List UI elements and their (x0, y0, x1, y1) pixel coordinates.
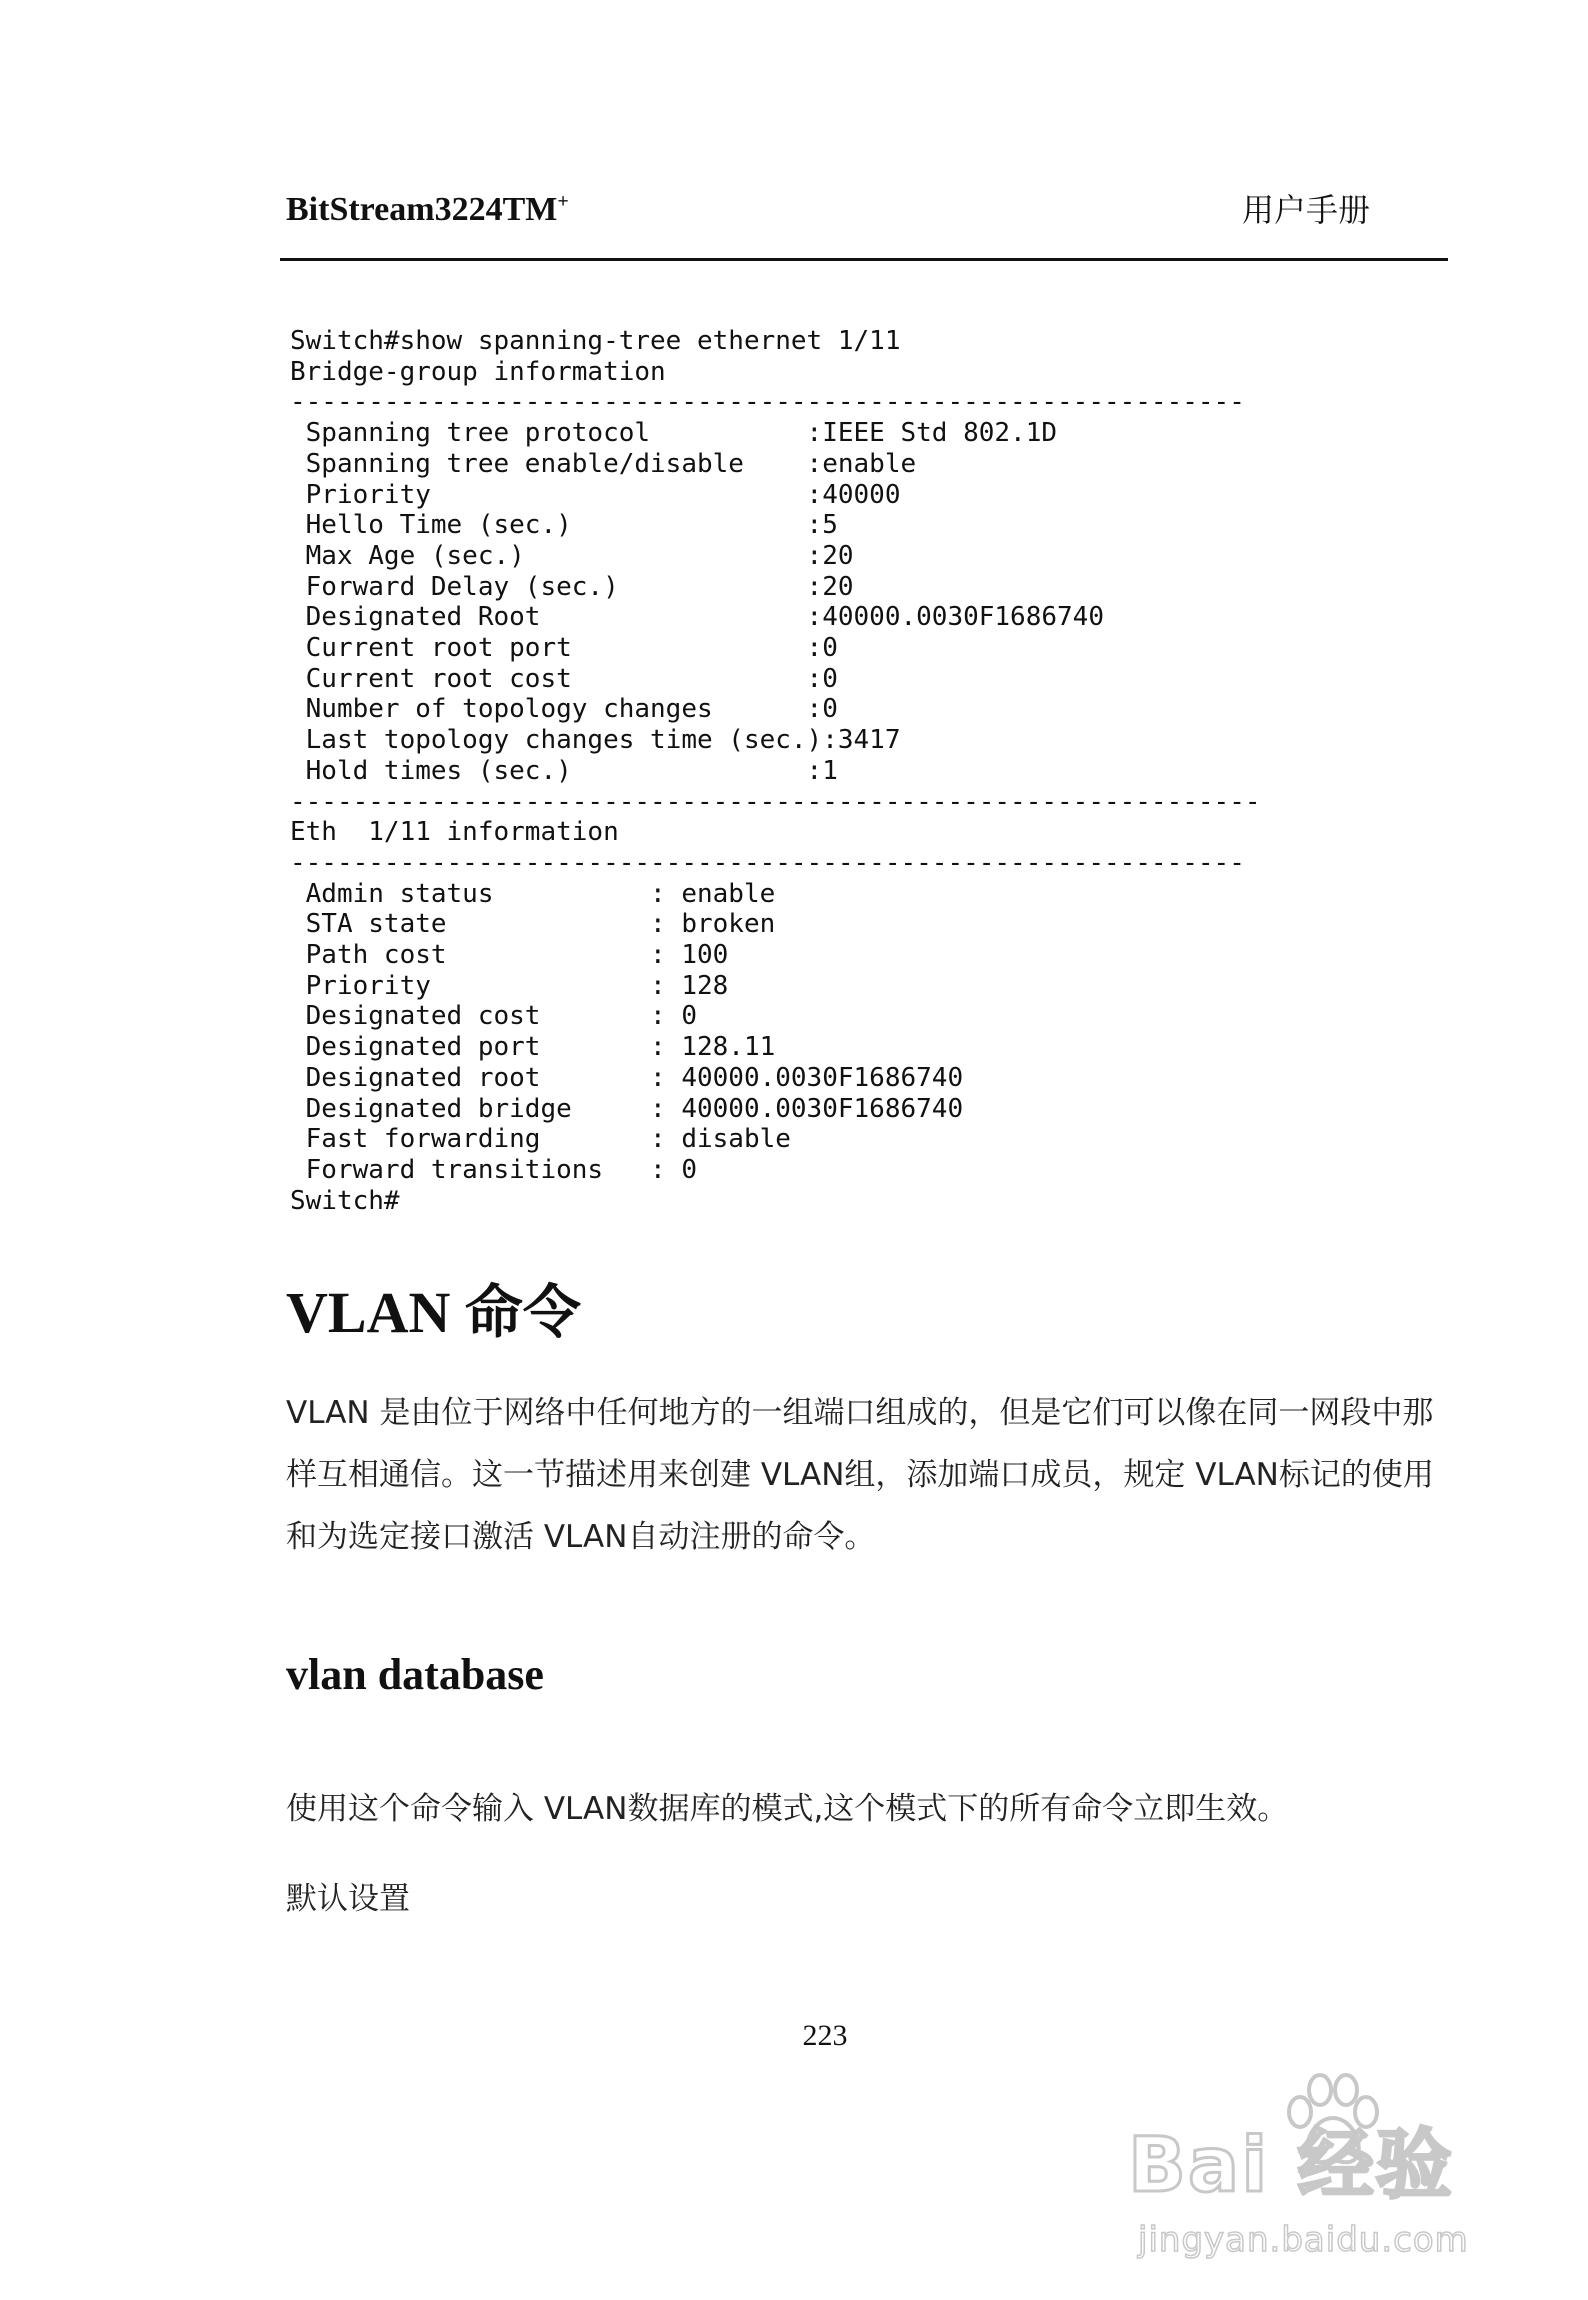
terminal-line: Forward Delay (sec.) :20 (290, 571, 854, 602)
page-number: 223 (802, 2019, 848, 2052)
command-description: 使用这个命令输入 VLAN数据库的模式,这个模式下的所有命令立即生效。 (286, 1791, 1289, 1827)
header-rule (280, 258, 1448, 261)
terminal-line: Current root port :0 (290, 633, 838, 664)
terminal-output (290, 326, 1261, 1216)
section-title: VLAN 命令 (286, 1280, 581, 1345)
section-intro-paragraph: VLAN 是由位于网络中任何地方的一组端口组成的，但是它们可以像在同一网段中那样互相通信。这一节描述用来创建 VLAN组，添加端口成员，规定 VLAN标记的使用和为选定接口激活 VLAN自动注册的命令。 (286, 1395, 1434, 1555)
terminal-line: Number of topology changes :0 (290, 694, 838, 725)
watermark-url: jingyan.baidu.com (1138, 2220, 1469, 2260)
product-name: BitStream3224TM+ (286, 190, 569, 228)
terminal-line: Hold times (sec.) :1 (290, 755, 838, 786)
terminal-line: Admin status : enable (290, 878, 776, 909)
terminal-line: Eth 1/11 information (290, 817, 619, 848)
terminal-line: Priority : 128 (290, 970, 729, 1001)
terminal-line: Designated bridge : 40000.0030F1686740 (290, 1093, 964, 1124)
terminal-line: Path cost : 100 (290, 940, 729, 971)
terminal-line: Bridge-group information (290, 356, 666, 387)
terminal-line: Switch# (290, 1185, 400, 1216)
watermark-brand: Bai 经验 (1128, 2120, 1454, 2209)
baidu-jingyan-watermark (1128, 2060, 1508, 2270)
terminal-line: Designated root : 40000.0030F1686740 (290, 1062, 964, 1093)
terminal-line: Designated Root :40000.0030F1686740 (290, 602, 1104, 633)
terminal-line: Last topology changes time (sec.):3417 (290, 725, 901, 756)
page-header (280, 188, 1370, 238)
terminal-line: ------------------------------------------------------------- (290, 387, 1245, 418)
terminal-line: Designated port : 128.11 (290, 1032, 776, 1063)
terminal-line: Designated cost : 0 (290, 1001, 697, 1032)
default-setting-label: 默认设置 (286, 1881, 410, 1917)
terminal-line: Spanning tree enable/disable :enable (290, 448, 917, 479)
terminal-line: Fast forwarding : disable (290, 1124, 791, 1155)
terminal-line: -------------------------------------------------------------- (290, 786, 1261, 817)
manual-title: 用户手册 (1241, 191, 1370, 229)
terminal-line: Priority :40000 (290, 479, 901, 510)
terminal-line: ------------------------------------------------------------- (290, 847, 1245, 878)
terminal-line: Spanning tree protocol :IEEE Std 802.1D (290, 418, 1058, 449)
terminal-line: Current root cost :0 (290, 663, 838, 694)
terminal-line: Max Age (sec.) :20 (290, 540, 854, 571)
terminal-line: Forward transitions : 0 (290, 1154, 697, 1185)
terminal-line: Hello Time (sec.) :5 (290, 510, 838, 541)
product-superscript: + (557, 190, 569, 213)
terminal-line: Switch#show spanning-tree ethernet 1/11 (290, 326, 901, 356)
command-title: vlan database (286, 1650, 544, 1699)
terminal-line: STA state : broken (290, 909, 776, 940)
